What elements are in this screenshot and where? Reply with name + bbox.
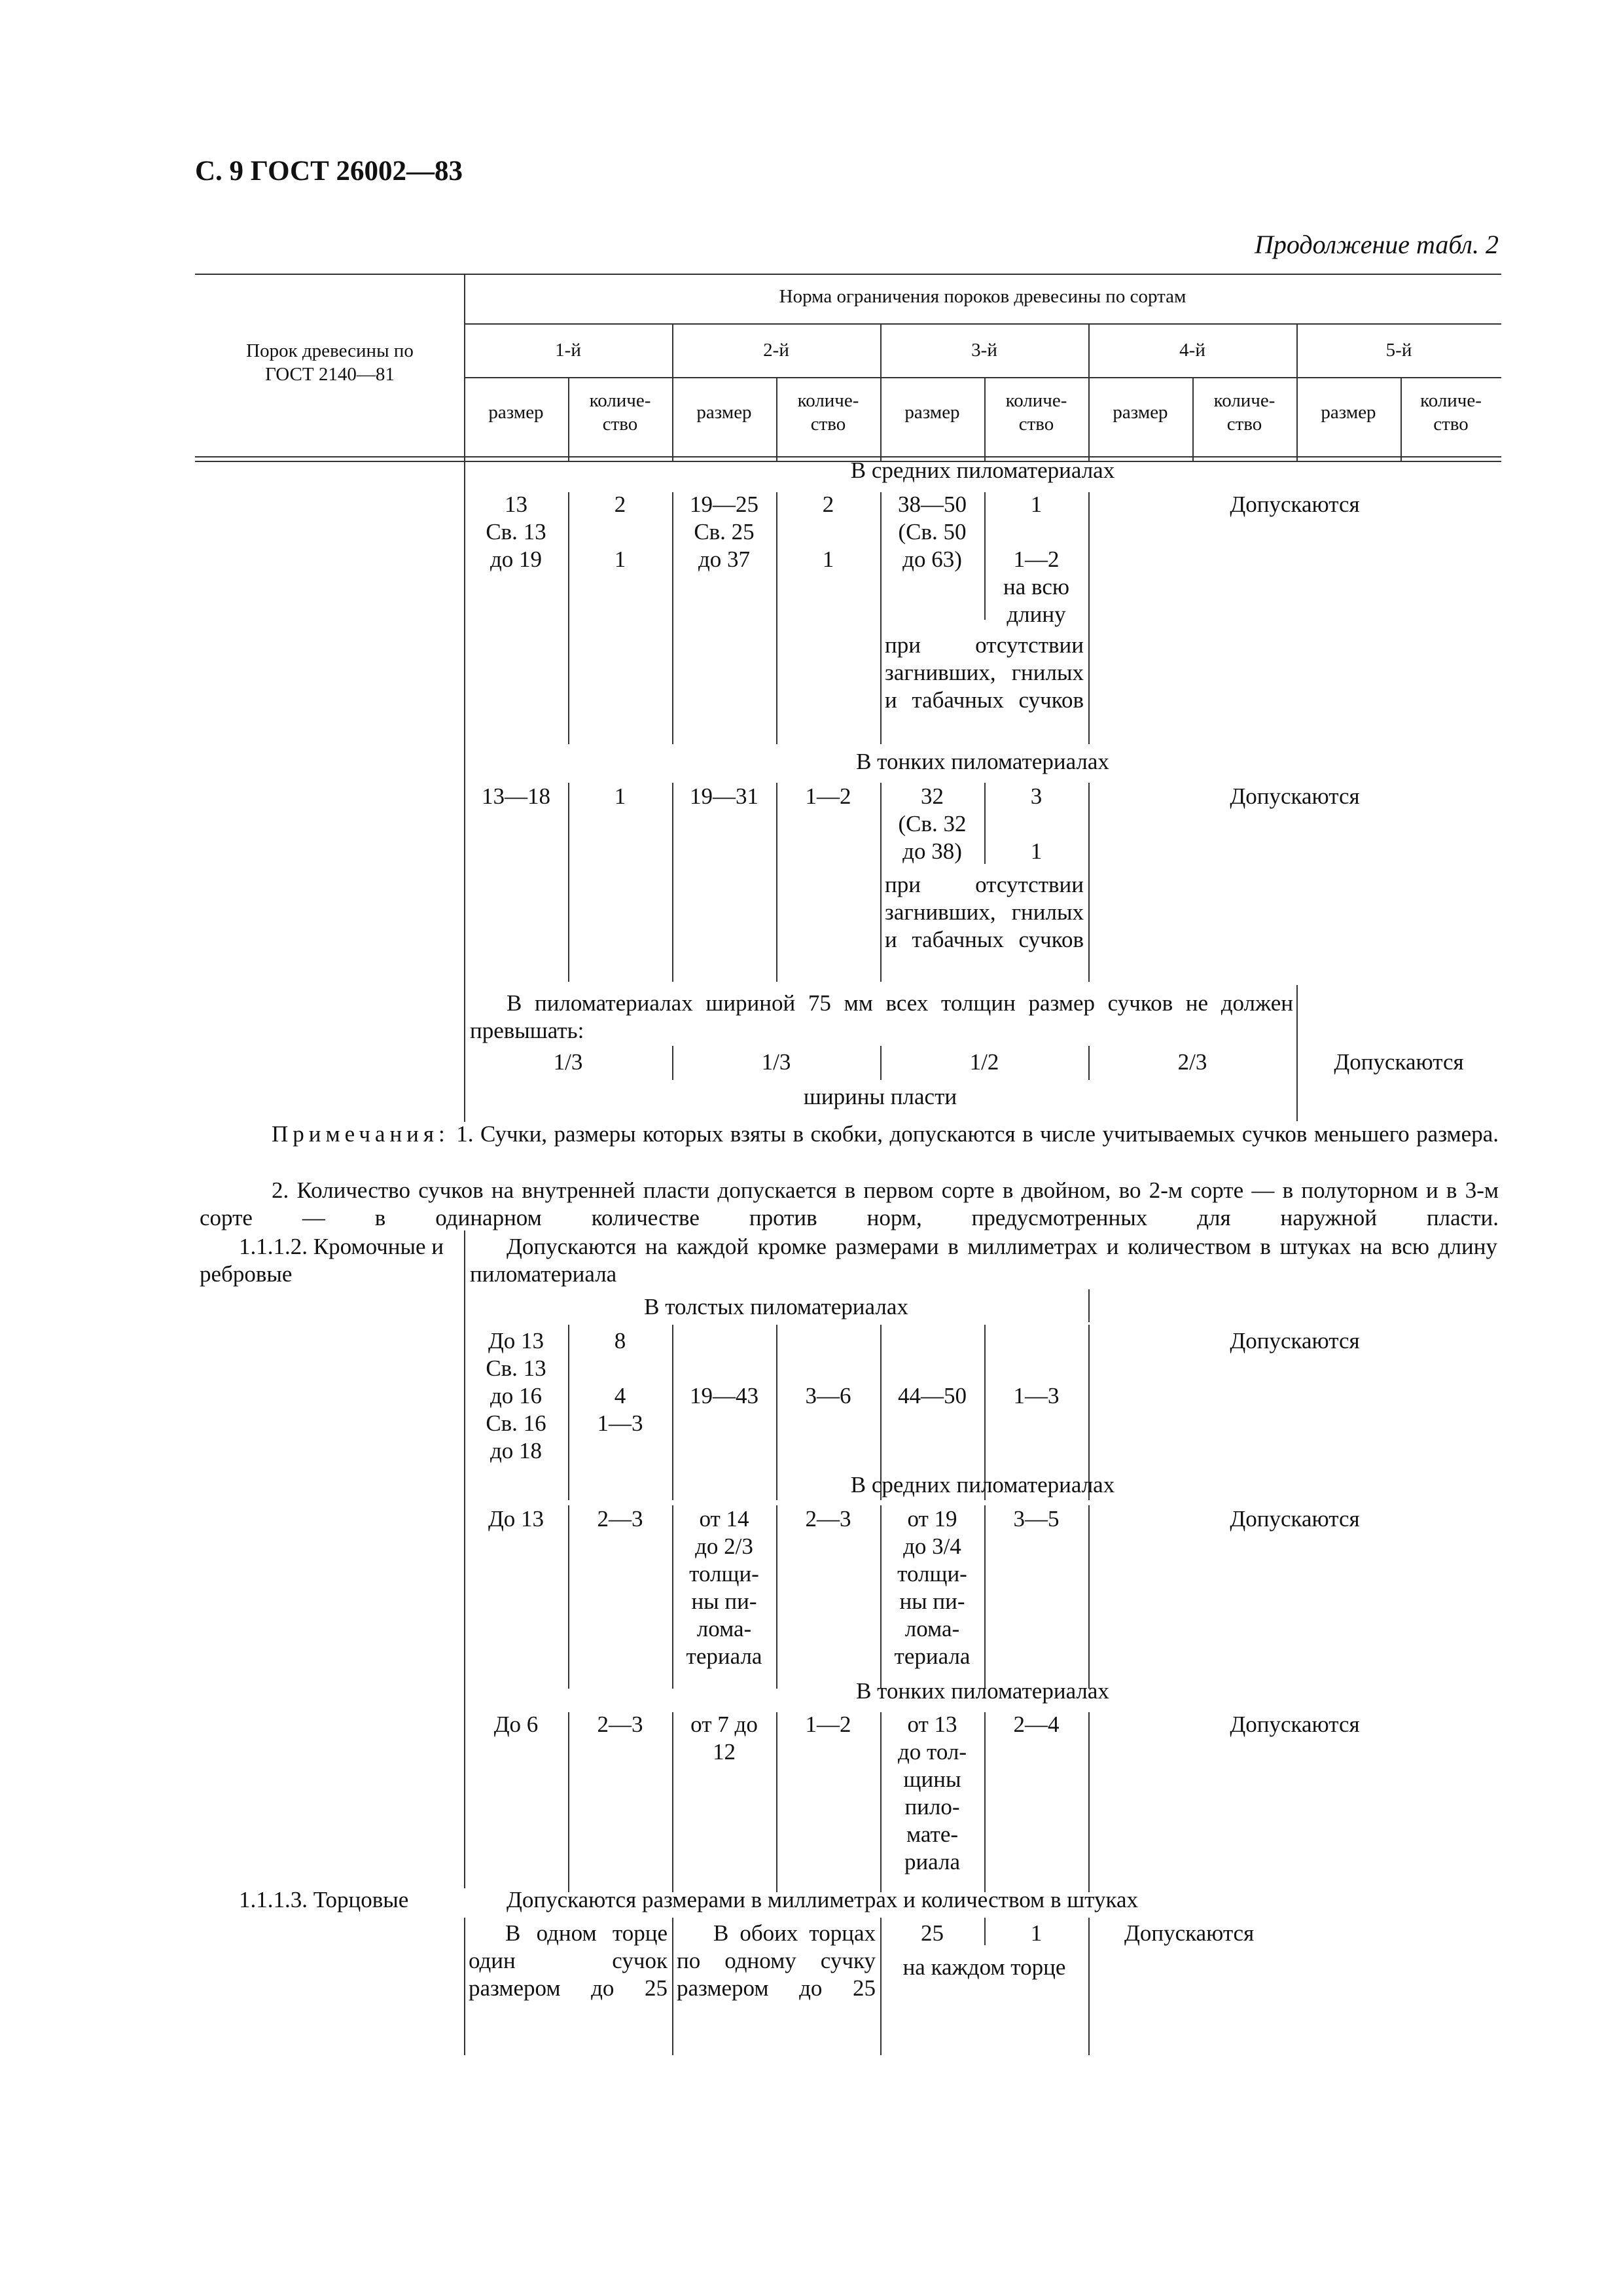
face-thin-divider-6 [1088, 783, 1090, 982]
header-grade-3: 3-й [971, 340, 997, 361]
header-rule-grades [464, 377, 1501, 378]
header-grade-4: 4-й [1179, 340, 1205, 361]
edge-medium-divider-5 [984, 1505, 986, 1689]
edge-thick-g2-size: 19—43 [690, 1383, 758, 1408]
edge-thin-g1-size: До 6 [493, 1712, 539, 1737]
face-thin-g2-size: 19—31 [690, 783, 758, 809]
face-thin-g3-size: 32 (Св. 32 до 38) [898, 783, 967, 864]
edge-thick-g2-count: 3—6 [805, 1383, 851, 1408]
face-thin-title: В тонких пиломатериалах [856, 749, 1109, 774]
end-intro: Допускаются размерами в миллиметрах и количеством в штуках [507, 1887, 1139, 1912]
edge-thin-title: В тонких пиломатериалах [856, 1678, 1109, 1704]
header-grade-2: 2-й [763, 340, 789, 361]
edge-intro: Допускаются на каждой кромке размерами в миллиметрах и количеством в штуках на всю длину пиломатериала [470, 1234, 1497, 1287]
face-medium-allowed: Допускаются [1230, 492, 1360, 517]
edge-thick-allowed: Допускаются [1230, 1328, 1360, 1354]
header-count-g2: количе- ство [797, 390, 859, 435]
edge-thin-divider-3 [776, 1712, 777, 1892]
width75-unit: ширины пласти [803, 1084, 957, 1109]
face-medium-g1-size: 13 Св. 13 до 19 [486, 492, 546, 572]
width75-value-g2: 1/3 [761, 1049, 791, 1075]
header-count-g4: количе- ство [1213, 390, 1275, 435]
face-medium-g3-count: 1 1—2 на всю длину [1003, 492, 1070, 627]
edge-medium-g3-count: 3—5 [1013, 1506, 1060, 1532]
header-count-g5: количе- ство [1420, 390, 1482, 435]
edge-thin-g3-size: от 13 до тол- щины пило- мате- риала [897, 1712, 967, 1874]
face-thin-divider-3 [776, 783, 777, 982]
edge-label: 1.1.1.2. Кромочные и ребровые [200, 1234, 444, 1287]
edge-thin-g2-size: от 7 до 12 [690, 1712, 758, 1765]
face-thin-allowed: Допускаются [1230, 783, 1360, 809]
edge-medium-g1-count: 2—3 [597, 1506, 643, 1532]
edge-medium-divider-6 [1088, 1505, 1090, 1689]
edge-thin-g1-count: 2—3 [597, 1712, 643, 1737]
header-grade-1: 1-й [555, 340, 581, 361]
header-size-g5: размер [1321, 402, 1376, 423]
width75-allowed: Допускаются [1334, 1049, 1464, 1075]
header-defect: Порок древесины по ГОСТ 2140—81 [246, 340, 414, 385]
edge-thick-g1-count: 8 4 1—3 [597, 1328, 643, 1436]
edge-medium-g2-count: 2—3 [805, 1506, 851, 1532]
header-size-g3: размер [904, 402, 960, 423]
edge-medium-title: В средних пиломатериалах [850, 1472, 1115, 1498]
face-medium-g2-count: 2 1 [822, 492, 834, 572]
end-divider-1 [672, 1918, 673, 2055]
face-thin-g3-count: 3 1 [1030, 783, 1043, 864]
table-top-rule [195, 274, 1501, 275]
header-size-g4: размер [1113, 402, 1168, 423]
header-size-g1: размер [488, 402, 544, 423]
header-rule-norm [464, 323, 1501, 325]
face-thin-g2-count: 1—2 [805, 783, 851, 809]
edge-thick-title: В толстых пиломатериалах [644, 1294, 908, 1319]
face-thin-divider-2 [672, 783, 673, 982]
width75-value-g1: 1/3 [553, 1049, 583, 1075]
face-medium-g1-count: 2 1 [614, 492, 626, 572]
header-count-g3: количе- ство [1005, 390, 1067, 435]
face-thin-g3-note: при отсутствии загнивших, гнилых и табачных сучков [885, 872, 1084, 952]
width75-value-g3: 1/2 [969, 1049, 999, 1075]
edge-thin-g3-count: 2—4 [1013, 1712, 1060, 1737]
face-medium-title: В средних пиломатериалах [850, 457, 1115, 483]
header-count-g1: количе- ство [589, 390, 651, 435]
edge-medium-g2-size: от 14 до 2/3 толщи- ны пи- лома- териала [686, 1506, 762, 1669]
edge-thin-divider-1 [568, 1712, 569, 1892]
edge-medium-g1-size: До 13 [488, 1506, 544, 1532]
end-g2: В обоих торцах по одному сучку размером до 25 [677, 1920, 876, 2001]
header-norm-title: Норма ограничения пороков древесины по сортам [779, 286, 1186, 307]
end-g3-count: 1 [1030, 1920, 1043, 1946]
edge-thin-allowed: Допускаются [1230, 1712, 1360, 1737]
end-divider-defect [464, 1918, 465, 2055]
face-medium-g2-size: 19—25 Св. 25 до 37 [690, 492, 758, 572]
end-g3-size: 25 [921, 1920, 944, 1946]
face-thin-g1-count: 1 [614, 783, 626, 809]
edge-thin-g2-count: 1—2 [805, 1712, 851, 1737]
edge-thick-g1-size: До 13 Св. 13 до 16 Св. 16 до 18 [486, 1328, 546, 1463]
note-2: 2. Количество сучков на внутренней пласти допускается в первом сорте в двойном, во 2-м сорте — в полуторном и в 3-м сорте — в одинарном количестве против норм, предусмотренных для наружной пласти. [200, 1177, 1499, 1230]
header-grade-5: 5-й [1385, 340, 1412, 361]
end-label: 1.1.1.3. Торцовые [239, 1887, 409, 1912]
edge-thick-g3-size: 44—50 [898, 1383, 967, 1408]
end-allowed: Допускаются [1124, 1920, 1255, 1946]
page-header: С. 9 ГОСТ 26002—83 [195, 156, 463, 187]
continuation-label: Продолжение табл. 2 [1254, 230, 1499, 259]
header-size-g2: размер [696, 402, 752, 423]
face-medium-g3-note: при отсутствии загнивших, гнилых и табачных сучков [885, 632, 1084, 713]
edge-medium-divider-3 [776, 1505, 777, 1689]
edge-medium-divider-1 [568, 1505, 569, 1689]
edge-medium-allowed: Допускаются [1230, 1506, 1360, 1532]
edge-medium-g3-size: от 19 до 3/4 толщи- ны пи- лома- териала [894, 1506, 971, 1669]
width75-value-g4: 2/3 [1177, 1049, 1207, 1075]
end-g3-note: на каждом торце [902, 1954, 1066, 1980]
edge-thick-g3-count: 1—3 [1013, 1383, 1060, 1408]
width75-text: В пиломатериалах шириной 75 мм всех толщин размер сучков не должен превышать: [470, 990, 1293, 1043]
edge-thin-divider-5 [984, 1712, 986, 1892]
note-1-text: 1. Сучки, размеры которых взяты в скобки, допускаются в числе учитываемых сучков меньшего размера. [456, 1121, 1499, 1147]
end-divider-4 [1088, 1918, 1090, 2055]
edge-thin-divider-6 [1088, 1712, 1090, 1892]
edge-g45-divider-top [1088, 1289, 1090, 1322]
face-thin-divider-1 [568, 783, 569, 982]
end-g1: В одном торце один сучок размером до 25 [469, 1920, 668, 2001]
note-1 [200, 1121, 1499, 1148]
notes-label: Примечания: [272, 1121, 450, 1147]
face-thin-g1-size: 13—18 [482, 783, 550, 809]
face-medium-g3-size: 38—50 (Св. 50 до 63) [898, 492, 967, 572]
face-medium-divider-6 [1088, 492, 1090, 744]
